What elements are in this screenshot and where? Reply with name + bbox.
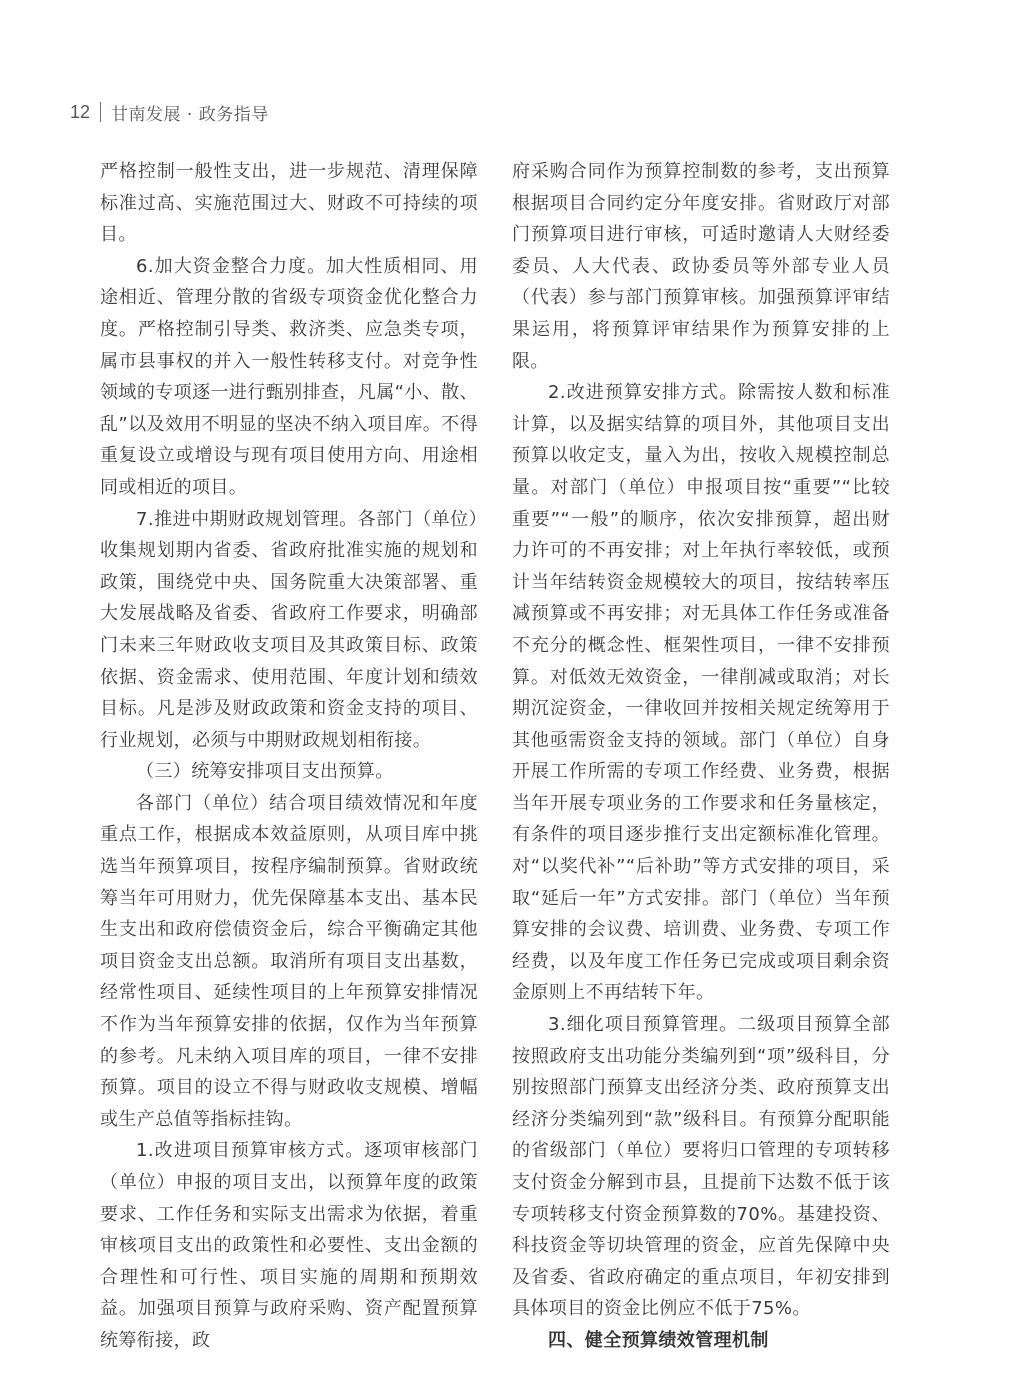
right-column [512, 156, 890, 1357]
body-paragraph: 6.加大资金整合力度。加大性质相同、用途相近、管理分散的省级专项资金优化整合力度。严格控制引导类、救济类、应急类专项，属市县事权的并入一般性转移支付。对竞争性领域的专项逐一进行甄别排查，凡属“小、散、乱”以及效用不明显的坚决不纳入项目库。不得重复设立或增设与现有项目使用方向、用途相同或相近的项目。 [100, 255, 478, 498]
body-paragraph: 7.推进中期财政规划管理。各部门（单位）收集规划期内省委、省政府批准实施的规划和政策，围绕党中央、国务院重大决策部署、重大发展战略及省委、省政府工作要求，明确部门未来三年财政收支项目及其政策目标、政策依据、资金需求、使用范围、年度计划和绩效目标。凡是涉及财政政策和资金支持的项目、行业规划，必须与中期财政规划相衔接。 [100, 508, 478, 751]
body-paragraph: 1.改进项目预算审核方式。逐项审核部门（单位）申报的项目支出，以预算年度的政策要求、工作任务和实际支出需求为依据，着重审核项目支出的政策性和必要性、支出金额的合理性和可行性、项目实施的周期和预期效益。加强项目预算与政府采购、资产配置预算统筹衔接，政 [100, 1140, 478, 1351]
body-paragraph: 各部门（单位）结合项目绩效情况和年度重点工作，根据成本效益原则，从项目库中挑选当年预算项目，按程序编制预算。省财政统筹当年可用财力，优先保障基本支出、基本民生支出和政府偿债资金后，综合平衡确定其他项目资金支出总额。取消所有项目支出基数，经常性项目、延续性项目的上年预算安排情况不作为当年预算安排的依据，仅作为当年预算的参考。凡未纳入项目库的项目，一律不安排预算。项目的设立不得与财政收支规模、增幅或生产总值等指标挂钩。 [100, 792, 478, 1130]
journal-title: 甘南发展 · 政务指导 [111, 104, 269, 125]
body-paragraph: 3.细化项目预算管理。二级项目预算全部按照政府支出功能分类编列到“项”级科目，分别按照部门预算支出经济分类、政府预算支出经济分类编列到“款”级科目。有预算分配职能的省级部门（单位）要将归口管理的专项转移支付资金分解到市县，且提前下达数不低于该专项转移支付资金预算数的70%。基建投资、科技资金等切块管理的资金，应首先保障中央及省委、省政府确定的重点项目，年初安排到具体项目的资金比例应不低于75%。 [512, 1014, 890, 1320]
body-paragraph: 2.改进预算安排方式。除需按人数和标准计算，以及据实结算的项目外，其他项目支出预算以收定支，量入为出，按收入规模控制总量。对部门（单位）申报项目按“重要”“比较重要”“一般”的顺序，依次安排预算，超出财力许可的不再安排；对上年执行率较低，或预计当年结转资金规模较大的项目，按结转率压减预算或不再安排；对无具体工作任务或准备不充分的概念性、框架性项目，一律不安排预算。对低效无效资金，一律削减或取消；对长期沉淀资金，一律收回并按相关规定统筹用于其他亟需资金支持的领域。部门（单位）自身开展工作所需的专项工作经费、业务费，根据当年开展专项业务的工作要求和任务量核定，有条件的项目逐步推行支出定额标准化管理。对“以奖代补”“后补助”等方式安排的项目，采取“延后一年”方式安排。部门（单位）当年预算安排的会议费、培训费、业务费、专项工作经费，以及年度工作任务已完成或项目剩余资金原则上不再结转下年。 [512, 382, 890, 1004]
page-header [70, 98, 269, 126]
body-paragraph: 府采购合同作为预算控制数的参考，支出预算根据项目合同约定分年度安排。省财政厅对部门预算项目进行审核，可适时邀请人大财经委委员、人大代表、政协委员等外部专业人员（代表）参与部门预算审核。加强预算评审结果运用，将预算评审结果作为预算安排的上限。 [512, 161, 890, 372]
page-number: 12 [70, 101, 91, 122]
subsection-heading: （三）统筹安排项目支出预算。 [136, 761, 394, 783]
body-paragraph: 严格控制一般性支出，进一步规范、清理保障标准过高、实施范围过大、财政不可持续的项目。 [100, 161, 478, 246]
section-heading: 四、健全预算绩效管理机制 [548, 1329, 769, 1351]
left-column [100, 156, 478, 1357]
header-divider [100, 102, 101, 122]
